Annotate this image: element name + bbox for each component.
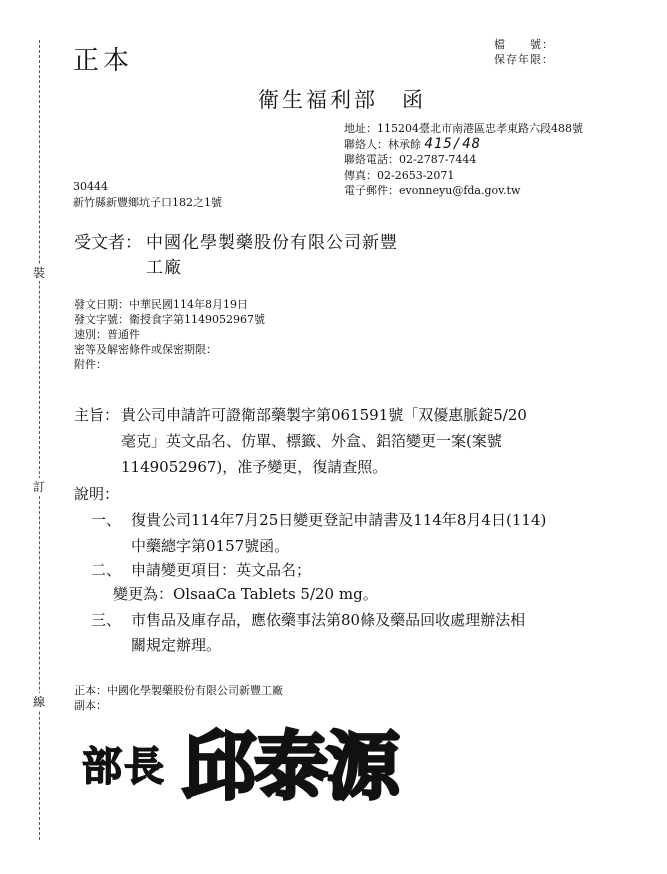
recipient-label: 受文者： bbox=[74, 233, 142, 253]
item3-line2: 關規定辦理。 bbox=[131, 636, 222, 654]
subject-line1: 貴公司申請許可證衛部藥製字第061591號「双優惠脈錠5/20 bbox=[121, 406, 527, 424]
agency-address: 地址：115204臺北市南港區忠孝東路六段488號 bbox=[344, 122, 583, 135]
binding-line bbox=[39, 40, 40, 840]
item1-number: 一、 bbox=[91, 511, 122, 529]
doc-type: 函 bbox=[402, 88, 426, 112]
issue-number: 發文字號：衛授食字第1149052967號 bbox=[74, 313, 265, 326]
security-level: 密等及解密條件或保密期限： bbox=[74, 343, 217, 356]
item2-line2: 變更為：OlsaaCa Tablets 5/20 mg。 bbox=[113, 585, 378, 603]
contact-email: 電子郵件：evonneyu@fda.gov.tw bbox=[344, 184, 521, 197]
subject-label: 主旨： bbox=[74, 406, 120, 424]
recipient-address: 新竹縣新豐鄉坑子口182之1號 bbox=[73, 196, 222, 209]
recipient-name-line2: 工廠 bbox=[146, 258, 182, 278]
item1-line1: 復貴公司114年7月25日變更登記申請書及114年8月4日(114) bbox=[131, 511, 547, 529]
item3-line1: 市售品及庫存品，應依藥事法第80條及藥品回收處理辦法相 bbox=[131, 611, 526, 629]
handwritten-extension: 415/48 bbox=[424, 135, 482, 152]
doc-header bbox=[74, 297, 265, 372]
subject-line3: 1149052967)，准予變更，復請查照。 bbox=[121, 458, 388, 476]
item2-line1: 申請變更項目：英文品名； bbox=[131, 561, 312, 579]
signature-name: 邱泰源 bbox=[182, 724, 398, 810]
delivery-speed: 速別：普通件 bbox=[74, 328, 140, 341]
original-recipient: 正本：中國化學製藥股份有限公司新豐工廠 bbox=[74, 684, 283, 697]
document-title bbox=[258, 84, 426, 114]
contact-block bbox=[344, 121, 583, 199]
contact-phone: 聯絡電話：02-2787-7444 bbox=[344, 153, 477, 166]
item2-number: 二、 bbox=[91, 561, 122, 579]
item3-number: 三、 bbox=[91, 611, 122, 629]
contact-person: 聯絡人：林承餘 415/48 bbox=[344, 135, 482, 152]
issue-date: 發文日期：中華民國114年8月19日 bbox=[74, 298, 248, 311]
binding-mark-bottom: 線 bbox=[33, 695, 46, 709]
copy-type: 正本 bbox=[73, 46, 134, 76]
retention-label: 保存年限： bbox=[494, 53, 554, 66]
subject-line2: 毫克」英文品名、仿單、標籤、外盒、鋁箔變更一案(案號 bbox=[121, 432, 502, 450]
signature-title: 部長 bbox=[82, 743, 166, 790]
recipient-name-line1: 中國化學製藥股份有限公司新豐 bbox=[146, 233, 398, 253]
contact-fax: 傳真：02-2653-2071 bbox=[344, 168, 455, 182]
binding-mark-middle: 訂 bbox=[33, 480, 46, 494]
recipient-postal-code: 30444 bbox=[73, 180, 108, 193]
item1-line2: 中藥總字第0157號函。 bbox=[131, 537, 290, 555]
attachment: 附件： bbox=[74, 358, 107, 371]
file-number-label: 檔 號： bbox=[494, 38, 554, 51]
duplicate-recipient: 副本： bbox=[74, 699, 107, 712]
archive-info bbox=[494, 37, 554, 67]
binding-mark-top: 裝 bbox=[33, 266, 46, 280]
minister-signature bbox=[78, 700, 408, 820]
agency-name: 衛生福利部 bbox=[258, 88, 378, 112]
explanation-label: 說明： bbox=[74, 485, 120, 503]
